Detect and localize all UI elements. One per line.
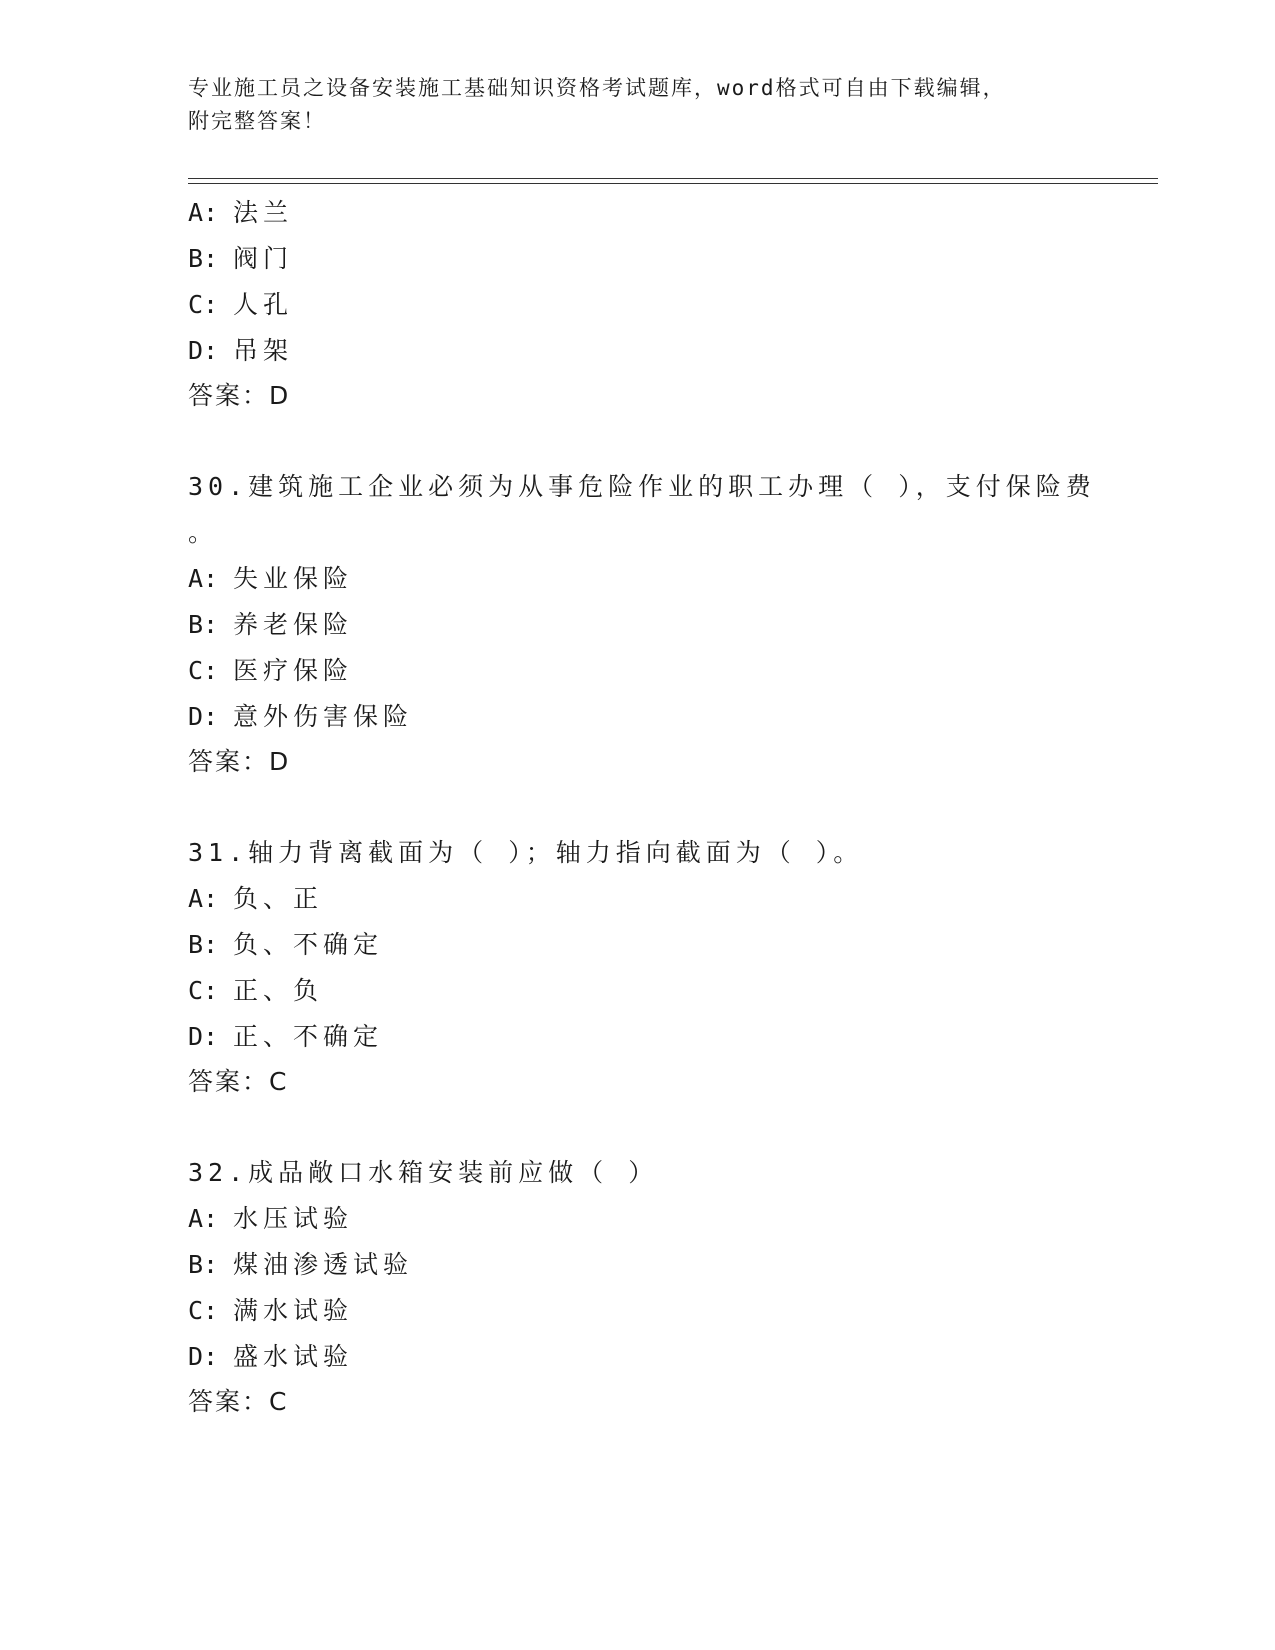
option-c: C: 医疗保险 xyxy=(188,656,354,685)
option-c: C: 正、负 xyxy=(188,976,324,1005)
question-text: 30.建筑施工企业必须为从事危险作业的职工办理（ ），支付保险费 xyxy=(188,472,1096,501)
question-text: 31.轴力背离截面为（ ）；轴力指向截面为（ ）。 xyxy=(188,838,864,867)
question-block-32 xyxy=(188,1150,1148,1424)
option-a: A: 水压试验 xyxy=(188,1204,354,1233)
question-text: 32.成品敞口水箱安装前应做（ ） xyxy=(188,1158,659,1187)
answer-label: 答案：C xyxy=(188,1067,289,1096)
header-divider-bottom xyxy=(188,183,1158,184)
option-c: C: 人孔 xyxy=(188,290,294,319)
option-d: D: 吊架 xyxy=(188,336,294,365)
header-line-1: 专业施工员之设备安装施工基础知识资格考试题库，word格式可自由下载编辑， xyxy=(188,76,1006,100)
option-d: D: 意外伤害保险 xyxy=(188,702,414,731)
document-header xyxy=(188,72,1068,138)
header-line-2: 附完整答案！ xyxy=(188,109,326,133)
header-divider-top xyxy=(188,178,1158,179)
option-c: C: 满水试验 xyxy=(188,1296,354,1325)
question-text-continued: 。 xyxy=(188,518,219,547)
answer-label: 答案：D xyxy=(188,381,291,410)
option-a: A: 负、正 xyxy=(188,884,324,913)
option-b: B: 煤油渗透试验 xyxy=(188,1250,414,1279)
answer-label: 答案：D xyxy=(188,747,291,776)
document-body xyxy=(188,190,1148,1424)
question-block-31 xyxy=(188,830,1148,1104)
question-block-30 xyxy=(188,464,1148,784)
option-a: A: 失业保险 xyxy=(188,564,354,593)
question-block-29 xyxy=(188,190,1148,418)
option-d: D: 盛水试验 xyxy=(188,1342,354,1371)
option-a: A: 法兰 xyxy=(188,198,294,227)
answer-label: 答案：C xyxy=(188,1387,289,1416)
option-b: B: 负、不确定 xyxy=(188,930,384,959)
option-d: D: 正、不确定 xyxy=(188,1022,384,1051)
option-b: B: 养老保险 xyxy=(188,610,354,639)
option-b: B: 阀门 xyxy=(188,244,294,273)
